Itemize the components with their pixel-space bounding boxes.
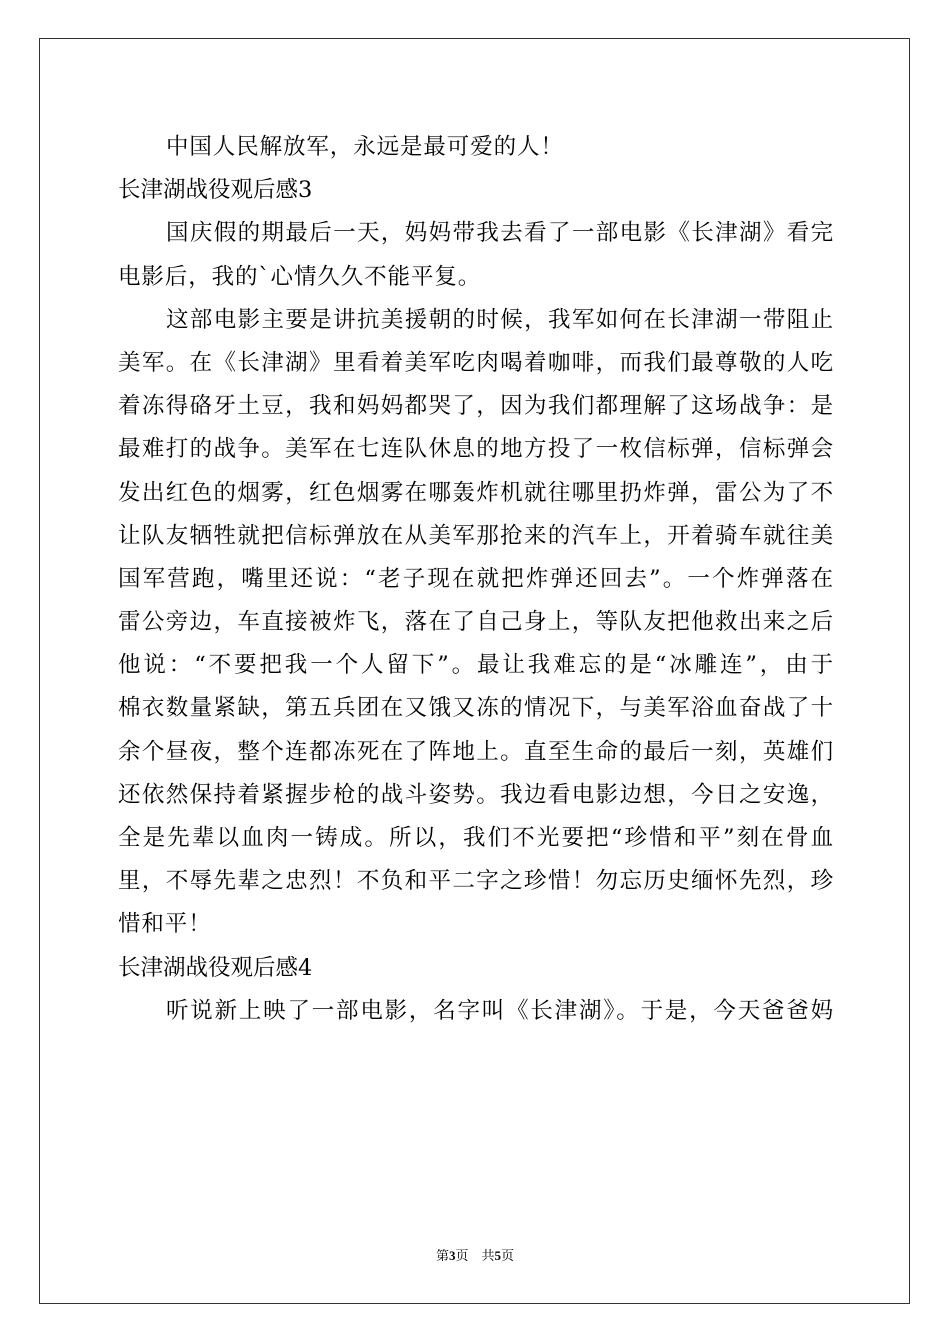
footer-middle: 页 共 <box>455 1249 495 1264</box>
total-pages-number: 5 <box>494 1248 501 1263</box>
text-line: 雷公旁边，车直接被炸飞，落在了自己身上，等队友把他救出来之后 <box>118 609 834 636</box>
current-page-number: 3 <box>448 1248 456 1263</box>
text-line: 还依然保持着紧握步枪的战斗姿势。我边看电影边想，今日之安逸， <box>118 781 834 808</box>
text-line: 美军。在《长津湖》里看着美军吃肉喝着咖啡，而我们最尊敬的人吃 <box>118 349 834 376</box>
section-heading: 长津湖战役观后感4 <box>118 954 313 981</box>
text-line: 最难打的战争。美军在七连队休息的地方投了一枚信标弹，信标弹会 <box>118 436 834 463</box>
text-line: 电影后，我的`心情久久不能平复。 <box>118 263 482 290</box>
document-body <box>118 126 834 1033</box>
text-line: 中国人民解放军，永远是最可爱的人！ <box>166 134 564 160</box>
text-line: 余个昼夜，整个连都冻死在了阵地上。直至生命的最后一刻，英雄们 <box>118 738 834 765</box>
footer-prefix: 第 <box>435 1249 449 1264</box>
text-line: 他说：“不要把我一个人留下”。最让我难忘的是“冰雕连”，由于 <box>118 652 834 679</box>
text-line: 这部电影主要是讲抗美援朝的时候，我军如何在长津湖一带阻止 <box>166 306 834 333</box>
text-line: 国庆假的期最后一天，妈妈带我去看了一部电影《长津湖》看完 <box>166 220 834 247</box>
text-line: 发出红色的烟雾，红色烟雾在哪轰炸机就往哪里扔炸弹，雷公为了不 <box>118 479 834 506</box>
text-line: 着冻得硌牙土豆，我和妈妈都哭了，因为我们都理解了这场战争：是 <box>118 393 834 420</box>
text-line: 里，不辱先辈之忠烈！不负和平二字之珍惜！勿忘历史缅怀先烈，珍 <box>118 868 834 895</box>
text-line: 听说新上映了一部电影，名字叫《长津湖》。于是，今天爸爸妈 <box>166 997 834 1024</box>
text-line: 让队友牺牲就把信标弹放在从美军那抢来的汽车上，开着骑车就往美 <box>118 522 834 549</box>
page-footer <box>0 1248 950 1265</box>
text-line: 国军营跑，嘴里还说：“老子现在就把炸弹还回去”。一个炸弹落在 <box>118 565 834 592</box>
section-heading: 长津湖战役观后感3 <box>118 177 313 204</box>
text-line: 全是先辈以血肉一铸成。所以，我们不光要把“珍惜和平”刻在骨血 <box>118 825 834 851</box>
footer-suffix: 页 <box>501 1249 515 1264</box>
text-line: 惜和平！ <box>118 911 212 938</box>
text-line: 棉衣数量紧缺，第五兵团在又饿又冻的情况下，与美军浴血奋战了十 <box>118 695 834 722</box>
